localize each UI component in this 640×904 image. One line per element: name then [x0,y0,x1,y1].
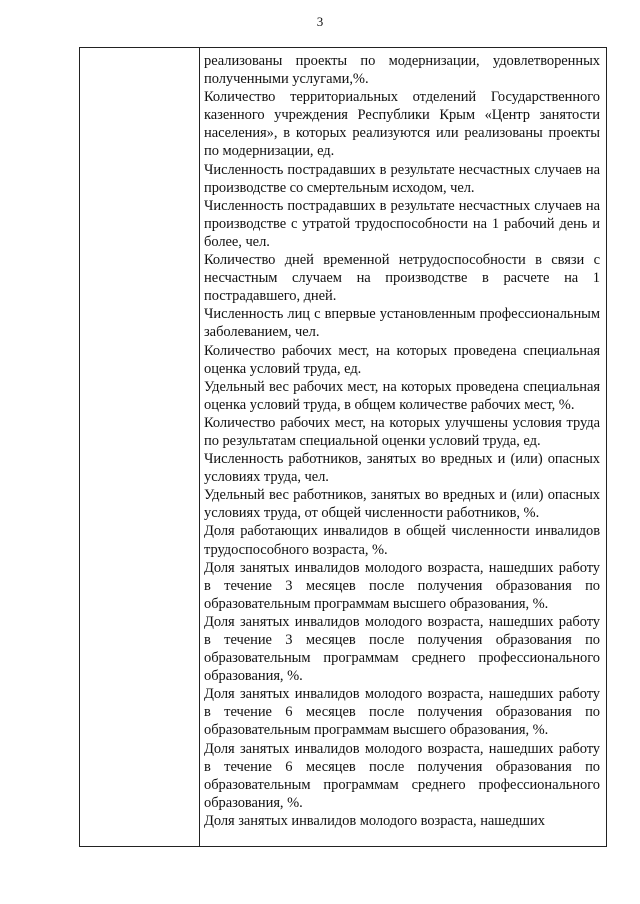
page-number: 3 [316,14,324,29]
indicator-paragraph: Количество рабочих мест, на которых проведена специальная оценка условий труда, ед. [204,342,600,377]
indicator-paragraph: Доля занятых инвалидов молодого возраста, нашедших работу в течение 6 месяцев после получения образования по образовательным программам высшего образования, %. [204,686,600,739]
indicator-paragraph: Численность пострадавших в результате несчастных случаев на производстве с утратой трудоспособности на 1 рабочий день и более, чел. [204,197,600,250]
indicator-list [204,52,600,830]
indicator-paragraph: Количество дней временной нетрудоспособности в связи с несчастным случаем на производстве в расчете на 1 пострадавшего, дней. [204,252,600,305]
indicator-paragraph: Доля занятых инвалидов молодого возраста, нашедших работу в течение 3 месяцев после получения образования по образовательным программам среднего профессионального образования, %. [204,613,600,685]
indicator-paragraph: Численность лиц с впервые установленным профессиональным заболеванием, чел. [204,306,600,341]
indicator-paragraph: Доля занятых инвалидов молодого возраста, нашедших работу в течение 3 месяцев после получения образования по образовательным программам высшего образования, %. [204,559,600,612]
indicator-paragraph: Удельный вес рабочих мест, на которых проведена специальная оценка условий труда, в общем количестве рабочих мест, %. [204,378,600,413]
indicator-paragraph: Доля работающих инвалидов в общей численности инвалидов трудоспособного возраста, %. [204,523,600,558]
indicator-paragraph: Количество территориальных отделений Государственного казенного учреждения Республики Крым «Центр занятости населения», в которых реализуются или реализованы проекты по модернизации, ед. [204,89,600,160]
indicator-paragraph: Удельный вес работников, занятых во вредных и (или) опасных условиях труда, от общей численности работников, %. [204,487,600,522]
indicator-paragraph: Доля занятых инвалидов молодого возраста, нашедших [204,812,545,829]
indicator-paragraph: реализованы проекты по модернизации, удовлетворенных полученными услугами,%. [204,53,600,88]
indicator-paragraph: Численность работников, занятых во вредных и (или) опасных условиях труда, чел. [204,451,600,486]
indicator-table [79,47,607,847]
table-left-column [80,48,200,846]
indicator-paragraph: Доля занятых инвалидов молодого возраста, нашедших работу в течение 6 месяцев после получения образования по образовательным программам среднего профессионального образования, %. [204,740,600,811]
indicator-paragraph: Количество рабочих мест, на которых улучшены условия труда по результатам специальной оценки условий труда, ед. [204,414,600,449]
indicator-paragraph: Численность пострадавших в результате несчастных случаев на производстве со смертельным исходом, чел. [204,161,600,196]
